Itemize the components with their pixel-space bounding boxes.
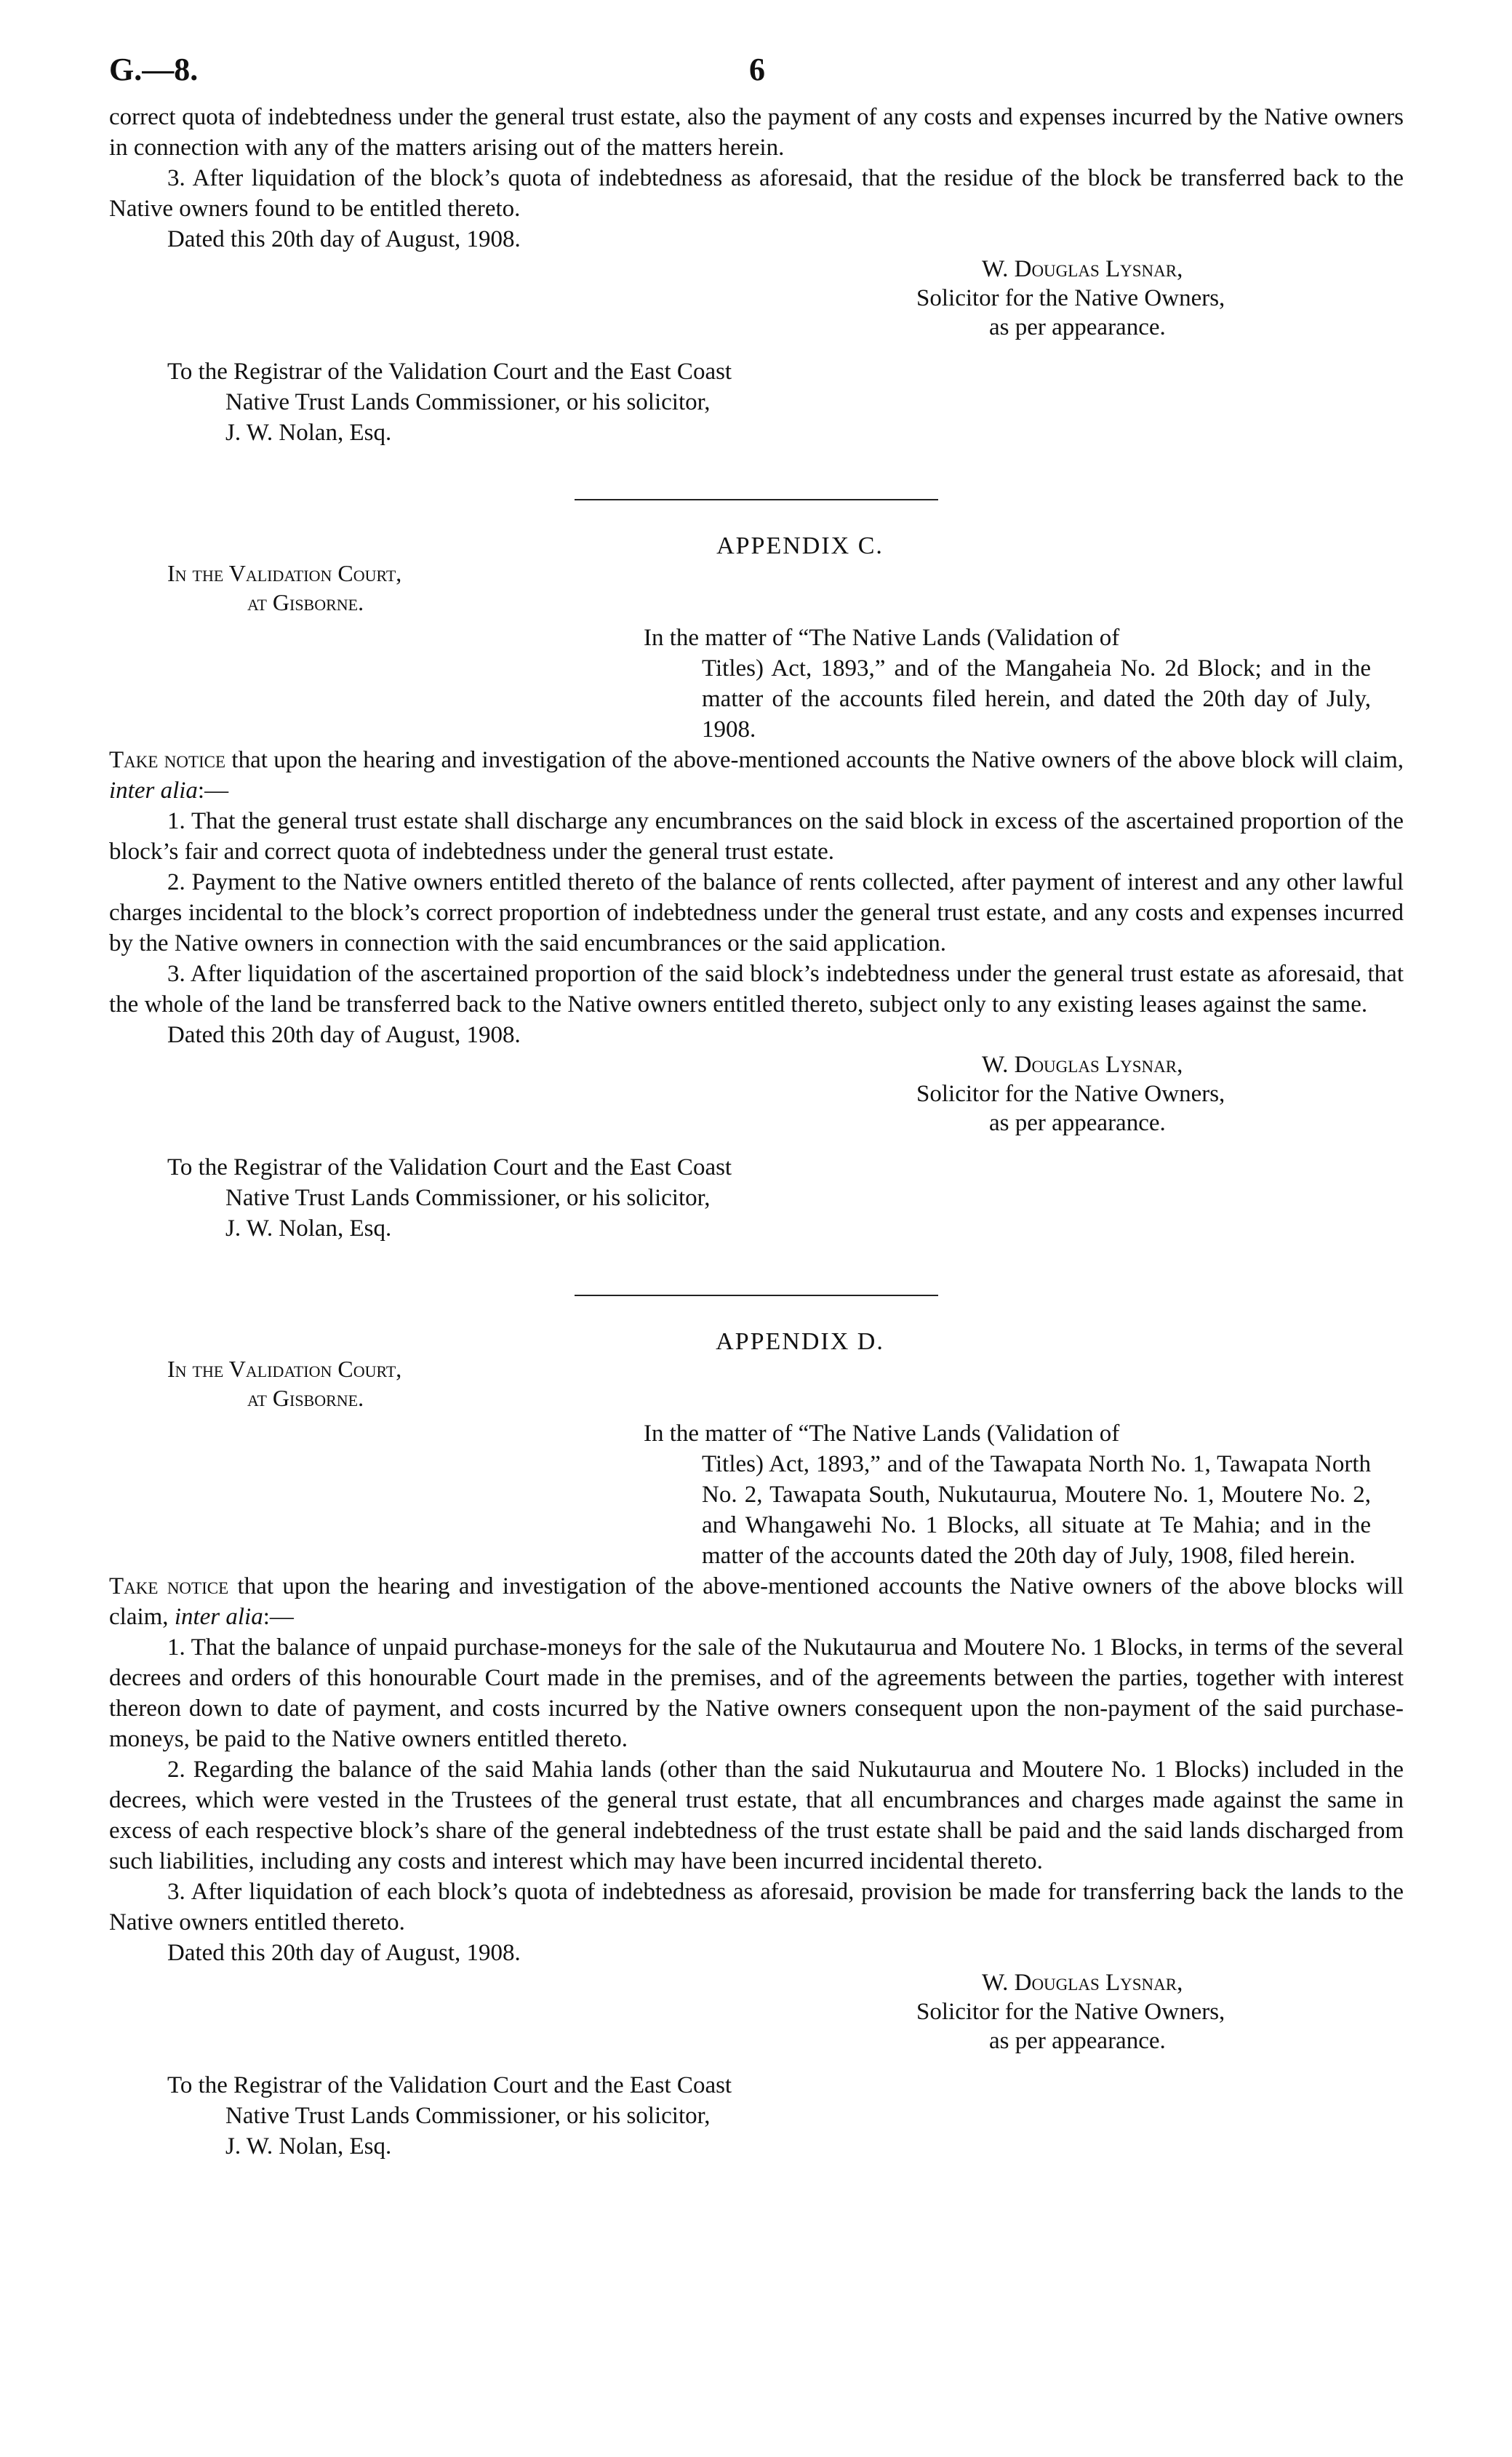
notice-italic: inter alia: [174, 1604, 263, 1630]
intro-dated: Dated this 20th day of August, 1908.: [167, 226, 521, 252]
appendix-c-notice: [109, 745, 1404, 806]
appendix-c-title: APPENDIX C.: [716, 532, 884, 559]
address-line-2: Native Trust Lands Commissioner, or his solicitor,: [225, 389, 711, 415]
notice-italic: inter alia: [109, 778, 198, 804]
intro-address: [167, 356, 1062, 448]
matter-rest: Titles) Act, 1893,” and of the Mangaheia No. 2d Block; and in the matter of the accounts filed herein, and dated the 20th day of July, 1908.: [702, 655, 1371, 743]
appendix-c-court: [167, 559, 1404, 617]
signature-name: W. Douglas Lysnar,: [982, 1052, 1183, 1078]
appendix-d-signature: [916, 1968, 1404, 2056]
signature-role: Solicitor for the Native Owners,: [916, 1999, 1225, 2025]
appendix-c-matter: [644, 623, 1371, 745]
document-reference: G.—8.: [109, 52, 199, 87]
address-line-2: Native Trust Lands Commissioner, or his solicitor,: [225, 1185, 711, 1211]
address-line-3: J. W. Nolan, Esq.: [225, 420, 392, 446]
address-line-1: To the Registrar of the Validation Court and the East Coast: [167, 2072, 732, 2098]
matter-first-line: In the matter of “The Native Lands (Validation of: [644, 1421, 1120, 1447]
appendix-d-item-3: 3. After liquidation of each block’s quota of indebtedness as aforesaid, provision be made for transferring back the lands to the Native owners entitled thereto.: [109, 1879, 1404, 1935]
address-line-3: J. W. Nolan, Esq.: [225, 2133, 392, 2160]
intro-paragraph-continued: correct quota of indebtedness under the general trust estate, also the payment of any costs and expenses incurred by the Native owners in connection with any of the matters arising out of the matters herein.: [109, 104, 1404, 161]
appendix-c-item-2: 2. Payment to the Native owners entitled thereto of the balance of rents collected, after payment of interest and any other lawful charges incidental to the block’s correct proportion of indebtedness under the general trust estate, and any costs and expenses incurred by the Native owners in connection with the said encumbrances or the said application.: [109, 869, 1404, 956]
address-line-2: Native Trust Lands Commissioner, or his solicitor,: [225, 2103, 711, 2129]
address-line-3: J. W. Nolan, Esq.: [225, 1215, 392, 1242]
signature-name: W. Douglas Lysnar,: [982, 256, 1183, 282]
appendix-c-dated: Dated this 20th day of August, 1908.: [167, 1022, 521, 1048]
appendix-d-item-1: 1. That the balance of unpaid purchase-moneys for the sale of the Nukutaurua and Moutere No. 1 Blocks, in terms of the several decrees and orders of this honourable Court made in the premises, and of the agreements between the parties, together with interest thereon down to date of payment, and costs incurred by the Native owners consequent upon the non-payment of the said purchase-moneys, be paid to the Native owners entitled thereto.: [109, 1634, 1404, 1752]
address-line-1: To the Registrar of the Validation Court and the East Coast: [167, 359, 732, 385]
signature-name: W. Douglas Lysnar,: [982, 1970, 1183, 1996]
appendix-c-item-3: 3. After liquidation of the ascertained proportion of the said block’s indebtedness under the general trust estate as aforesaid, that the whole of the land be transferred back to the Native owners entitled thereto, subject only to any existing leases against the same.: [109, 961, 1404, 1018]
signature-note: as per appearance.: [989, 2028, 1166, 2054]
appendix-c-item-1: 1. That the general trust estate shall discharge any encumbrances on the said block in excess of the ascertained proportion of the block’s fair and correct quota of indebtedness under the general trust estate.: [109, 808, 1404, 865]
signature-note: as per appearance.: [989, 314, 1166, 340]
appendix-d-notice: [109, 1571, 1404, 1632]
notice-end: :—: [197, 778, 229, 804]
appendix-d-item-2: 2. Regarding the balance of the said Mahia lands (other than the said Nukutaurua and Moutere No. 1 Blocks) included in the decrees, which were vested in the Trustees of the general trust estate, that all encumbrances and charges made against the same in excess of each respective block’s share of the general indebtedness of the trust estate shall be paid and the said lands discharged from such liabilities, including any costs and interest which may have been incurred incidental thereto.: [109, 1757, 1404, 1874]
appendix-d-matter: [644, 1418, 1371, 1571]
appendix-d-court: [167, 1354, 1404, 1413]
address-line-1: To the Registrar of the Validation Court and the East Coast: [167, 1154, 732, 1180]
notice-text: that upon the hearing and investigation of the above-mentioned accounts the Native owners of the above block will claim,: [225, 747, 1404, 773]
court-name: In the Validation Court,: [167, 560, 402, 586]
court-location: at Gisborne.: [247, 1385, 364, 1411]
appendix-c-address: [167, 1152, 1062, 1244]
appendix-d-address: [167, 2070, 1062, 2162]
notice-end: :—: [263, 1604, 294, 1630]
signature-role: Solicitor for the Native Owners,: [916, 1081, 1225, 1107]
notice-text: that upon the hearing and investigation of the above-mentioned accounts the Native owners of the above blocks will claim,: [109, 1573, 1404, 1630]
appendix-c-signature: [916, 1050, 1404, 1138]
appendix-d-title: APPENDIX D.: [716, 1328, 884, 1355]
document-page: [109, 51, 1404, 2162]
matter-first-line: In the matter of “The Native Lands (Validation of: [644, 625, 1120, 651]
matter-rest: Titles) Act, 1893,” and of the Tawapata North No. 1, Tawapata North No. 2, Tawapata South, Nukutaurua, Moutere No. 1, Moutere No. 2, and Whangawehi No. 1 Blocks, all situate at Te Mahia; and in the matter of the accounts dated the 20th day of July, 1908, filed herein.: [702, 1451, 1371, 1569]
signature-role: Solicitor for the Native Owners,: [916, 285, 1225, 311]
intro-signature: [916, 255, 1404, 342]
page-header: [109, 51, 1404, 102]
court-name: In the Validation Court,: [167, 1356, 402, 1382]
intro-paragraph-3: 3. After liquidation of the block’s quota of indebtedness as aforesaid, that the residue of the block be transferred back to the Native owners found to be entitled thereto.: [109, 165, 1404, 222]
notice-lead: Take notice: [109, 747, 226, 773]
page-number: 6: [749, 52, 765, 87]
notice-lead: Take notice: [109, 1573, 229, 1599]
court-location: at Gisborne.: [247, 589, 364, 615]
section-divider: [575, 1295, 938, 1296]
signature-note: as per appearance.: [989, 1110, 1166, 1136]
appendix-d-dated: Dated this 20th day of August, 1908.: [167, 1940, 521, 1966]
section-divider: [575, 499, 938, 500]
